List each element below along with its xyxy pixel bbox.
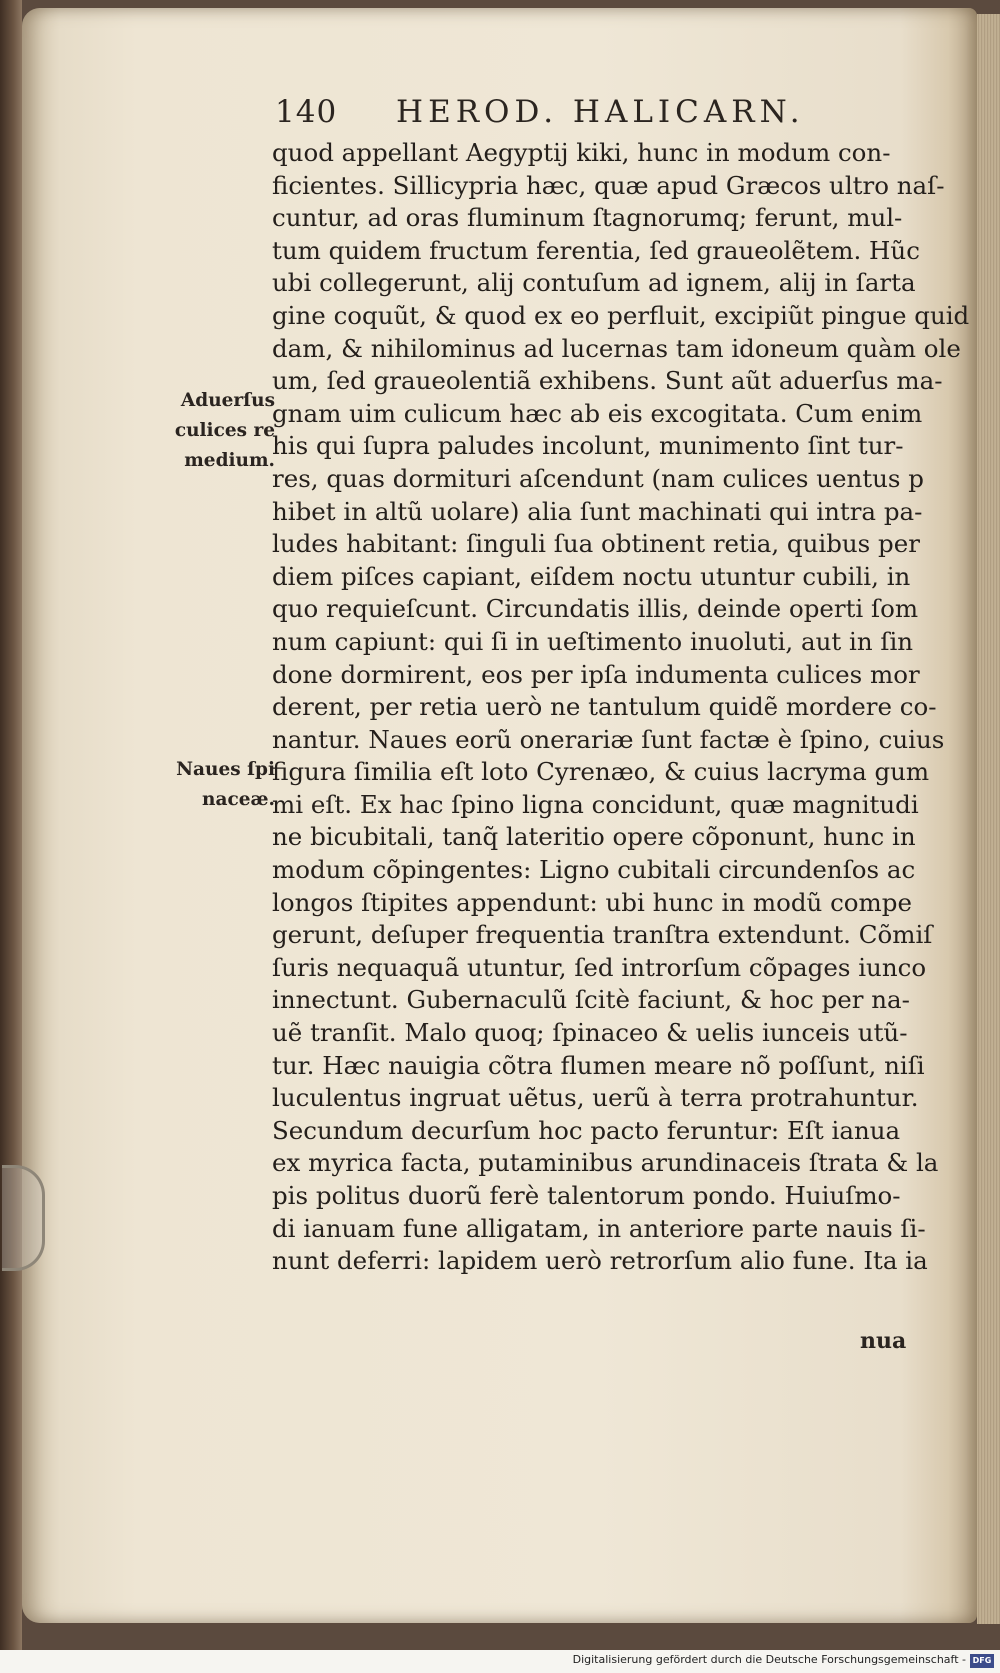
text-line: ludes habitant: ſinguli ſua obtinent retia, quibus per [272,529,920,559]
text-line: innectunt. Gubernaculũ ſcitè faciunt, & hoc per na- [272,985,910,1015]
text-line: mi eſt. Ex hac ſpino ligna concidunt, quæ magnitudi [272,789,919,819]
text-line: ſuris nequaquã utuntur, ſed introrſum cõpages iunco [272,952,927,982]
text-line: quo requieſcunt. Circundatis illis, deinde operti ſom [272,594,919,624]
text-line: modum cõpingentes: Ligno cubitali circundenſos ac [272,855,916,885]
text-line: ne bicubitali, tanq̃ lateritio opere cõponunt, hunc in [272,822,916,852]
marginal-note-naues [150,755,275,815]
marginal-line: naceæ. [202,789,275,810]
text-line: tur. Hæc nauigia cõtra flumen meare nõ poſſunt, niſi [272,1050,925,1080]
text-line: num capiunt: qui ſi in ueſtimento inuoluti, aut in ſin [272,626,914,656]
text-line: ex myrica facta, putaminibus arundinaceis ſtrata & la [272,1148,939,1178]
marginal-line: medium. [184,450,275,471]
text-line: done dormirent, eos per ipſa indumenta culices mor [272,659,920,689]
text-line: uẽ tranſit. Malo quoq; ſpinaceo & uelis iunceis utũ- [272,1018,908,1048]
text-line: luculentus ingruat uẽtus, uerũ à terra protrahuntur. [272,1083,919,1113]
text-line: his qui ſupra paludes incolunt, munimento ſint tur- [272,431,904,461]
text-line: derent, per retia uerò ne tantulum quidẽ mordere co- [272,692,937,722]
marginal-line: Aduerſus [180,390,275,411]
catchword: nua [860,1328,907,1354]
text-line: figura ſimilia eſt loto Cyrenæo, & cuius lacryma gum [272,757,930,787]
text-line: di ianuam fune alligatam, in anteriore parte nauis ſi- [272,1213,926,1243]
text-line: diem piſces capiant, eiſdem noctu utuntur cubili, in [272,561,911,591]
text-line: quod appellant Aegyptij kiki, hunc in modum con- [272,138,891,167]
text-line: dam, & nihilominus ad lucernas tam idoneum quàm ole [272,333,961,363]
footer-credit: Digitalisierung gefördert durch die Deutsche Forschungsgemeinschaft - [572,1653,966,1666]
text-line: ubi collegerunt, alij contuſum ad ignem, alij in ſarta [272,268,916,298]
page-clip [2,1165,45,1271]
book-binding [0,0,22,1650]
text-line: hibet in altũ uolare) alia ſunt machinati qui intra pa- [272,496,923,526]
body-text [272,137,970,1278]
text-line: res, quas dormituri aſcendunt (nam culices uentus p [272,463,924,493]
text-line: nunt deferri: lapidem uerò retrorſum alio fune. Ita ia [272,1246,928,1276]
marginal-line: Naues ſpi [176,759,275,780]
text-line: pis politus duorũ ferè talentorum pondo. Huiuſmo- [272,1181,901,1210]
text-line: longos ſtipites appendunt: ubi hunc in modũ compe [272,887,912,917]
page-edges [977,14,1000,1624]
footer-bar [0,1650,1000,1673]
dfg-logo: DFG [970,1654,994,1668]
text-line: cuntur, ad oras fluminum ſtagnorumq; ferunt, mul- [272,203,903,233]
running-title: HEROD. HALICARN. [396,94,805,130]
marginal-note-culices [150,386,275,476]
page-number: 140 [275,94,338,130]
text-line: ficientes. Sillicypria hæc, quæ apud Græcos ultro naſ- [272,170,945,200]
text-line: nantur. Naues eorũ onerariæ ſunt factæ è ſpino, cuius [272,724,945,754]
text-line: gnam uim culicum hæc ab eis excogitata. Cum enim [272,398,923,428]
text-line: tum quidem fructum ferentia, ſed graueolẽtem. Hũc [272,235,920,265]
marginal-line: culices re [174,420,275,441]
running-header [275,94,855,130]
text-line: Secundum decurſum hoc pacto feruntur: Eſt ianua [272,1115,901,1145]
text-line: gerunt, deſuper frequentia tranſtra extendunt. Cõmiſ [272,920,933,950]
text-line: gine coquũt, & quod ex eo perfluit, excipiũt pingue quid [272,300,970,330]
text-line: um, ſed graueolentiã exhibens. Sunt aũt aduerſus ma- [272,366,943,396]
